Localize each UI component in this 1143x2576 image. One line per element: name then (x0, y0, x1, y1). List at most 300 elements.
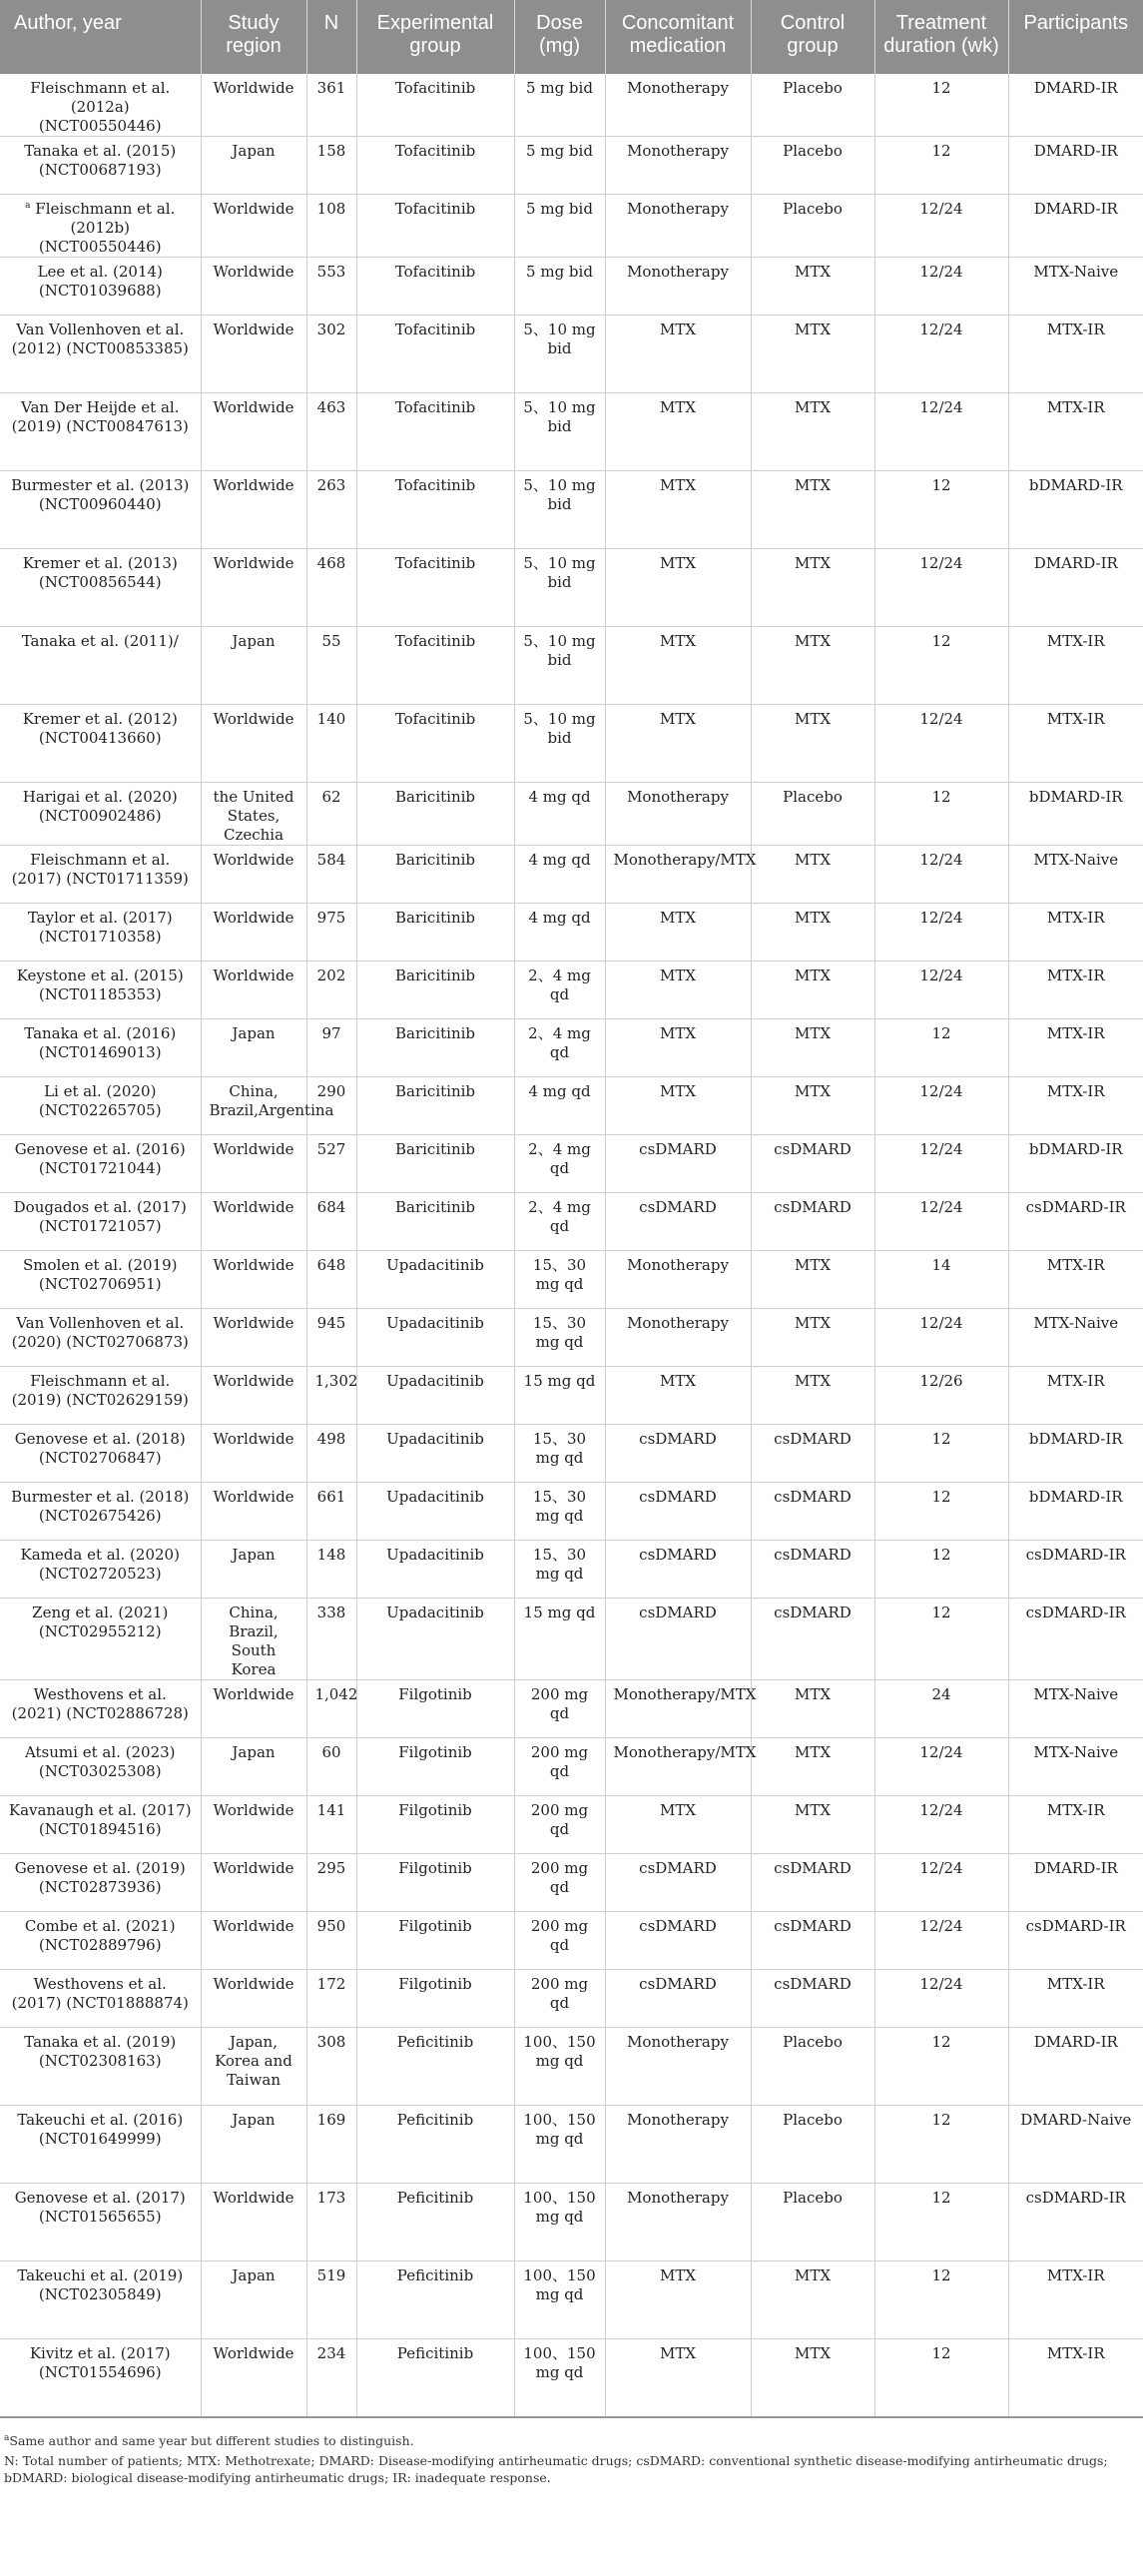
cell-control-group: MTX (751, 2261, 874, 2339)
cell-control-group: MTX (751, 962, 874, 1019)
cell-author-year: Smolen et al. (2019) (NCT02706951) (0, 1251, 201, 1309)
cell-n: 468 (306, 549, 356, 627)
table-row (0, 1796, 1143, 1854)
table-row (0, 74, 1143, 137)
cell-treatment-duration: 12 (874, 1019, 1008, 1077)
cell-experimental-group: Upadacitinib (356, 1599, 514, 1680)
cell-concomitant-medication: csDMARD (605, 1483, 751, 1541)
cell-author-year: Takeuchi et al. (2019) (NCT02305849) (0, 2261, 201, 2339)
cell-experimental-group: Tofacitinib (356, 74, 514, 137)
cell-treatment-duration: 12/24 (874, 1077, 1008, 1135)
cell-participants: DMARD-IR (1008, 2028, 1143, 2106)
cell-author-year: Fleischmann et al. (2012a) (NCT00550446) (0, 74, 201, 137)
cell-treatment-duration: 12 (874, 2028, 1008, 2106)
footnote-a-text: Same author and same year but different studies to distinguish. (9, 2432, 414, 2448)
cell-author-year: Van Vollenhoven et al. (2020) (NCT02706873) (0, 1309, 201, 1367)
footnote-a (4, 2432, 1139, 2449)
cell-control-group: MTX (751, 1367, 874, 1425)
cell-dose: 2、4 mg qd (514, 1193, 605, 1251)
cell-n: 498 (306, 1425, 356, 1483)
cell-experimental-group: Tofacitinib (356, 471, 514, 549)
cell-n: 1,302 (306, 1367, 356, 1425)
cell-dose: 200 mg qd (514, 1970, 605, 2028)
header-treatment-duration: Treatment duration (wk) (874, 0, 1008, 74)
cell-study-region: Worldwide (201, 1854, 306, 1912)
cell-concomitant-medication: Monotherapy (605, 1309, 751, 1367)
header-concomitant-medication: Concomitant medication (605, 0, 751, 74)
footnote-marker: a (25, 201, 31, 211)
table-row (0, 1193, 1143, 1251)
cell-dose: 15、30 mg qd (514, 1309, 605, 1367)
cell-control-group: MTX (751, 846, 874, 904)
cell-treatment-duration: 12/24 (874, 1309, 1008, 1367)
cell-treatment-duration: 12/24 (874, 393, 1008, 471)
header-dose: Dose (mg) (514, 0, 605, 74)
cell-experimental-group: Upadacitinib (356, 1425, 514, 1483)
cell-study-region: China, Brazil, South Korea (201, 1599, 306, 1680)
table-row (0, 1077, 1143, 1135)
cell-participants: MTX-Naive (1008, 846, 1143, 904)
cell-author-year: Tanaka et al. (2011)/ (0, 627, 201, 705)
cell-participants: DMARD-IR (1008, 195, 1143, 258)
cell-treatment-duration: 12 (874, 74, 1008, 137)
cell-study-region: Worldwide (201, 549, 306, 627)
cell-n: 202 (306, 962, 356, 1019)
table-row (0, 783, 1143, 846)
cell-author-year: Kremer et al. (2012) (NCT00413660) (0, 705, 201, 783)
cell-participants: MTX-IR (1008, 1367, 1143, 1425)
cell-participants: DMARD-Naive (1008, 2106, 1143, 2184)
cell-experimental-group: Baricitinib (356, 1077, 514, 1135)
cell-participants: MTX-IR (1008, 1251, 1143, 1309)
header-experimental-group: Experimental group (356, 0, 514, 74)
cell-experimental-group: Baricitinib (356, 1019, 514, 1077)
cell-study-region: Worldwide (201, 1251, 306, 1309)
cell-experimental-group: Baricitinib (356, 1135, 514, 1193)
cell-n: 148 (306, 1541, 356, 1599)
cell-treatment-duration: 12/24 (874, 316, 1008, 393)
cell-experimental-group: Tofacitinib (356, 549, 514, 627)
cell-concomitant-medication: Monotherapy (605, 2028, 751, 2106)
cell-n: 308 (306, 2028, 356, 2106)
cell-experimental-group: Upadacitinib (356, 1251, 514, 1309)
cell-dose: 200 mg qd (514, 1854, 605, 1912)
cell-control-group: Placebo (751, 74, 874, 137)
cell-n: 97 (306, 1019, 356, 1077)
cell-experimental-group: Tofacitinib (356, 137, 514, 195)
cell-participants: MTX-IR (1008, 1077, 1143, 1135)
table-row (0, 962, 1143, 1019)
cell-concomitant-medication: MTX (605, 316, 751, 393)
cell-experimental-group: Baricitinib (356, 846, 514, 904)
cell-treatment-duration: 12/24 (874, 549, 1008, 627)
cell-dose: 5、10 mg bid (514, 471, 605, 549)
table-row (0, 258, 1143, 316)
cell-participants: bDMARD-IR (1008, 1425, 1143, 1483)
cell-experimental-group: Peficitinib (356, 2106, 514, 2184)
cell-experimental-group: Upadacitinib (356, 1483, 514, 1541)
cell-study-region: Japan (201, 137, 306, 195)
cell-participants: csDMARD-IR (1008, 1599, 1143, 1680)
cell-experimental-group: Baricitinib (356, 904, 514, 962)
cell-concomitant-medication: MTX (605, 1077, 751, 1135)
cell-concomitant-medication: MTX (605, 393, 751, 471)
cell-study-region: Worldwide (201, 74, 306, 137)
cell-author-year: Combe et al. (2021) (NCT02889796) (0, 1912, 201, 1970)
cell-treatment-duration: 12/24 (874, 904, 1008, 962)
cell-concomitant-medication: MTX (605, 627, 751, 705)
cell-treatment-duration: 12/24 (874, 1912, 1008, 1970)
header-author-year: Author, year (0, 0, 201, 74)
cell-control-group: MTX (751, 627, 874, 705)
cell-n: 263 (306, 471, 356, 549)
cell-dose: 5 mg bid (514, 137, 605, 195)
table-row (0, 1135, 1143, 1193)
cell-control-group: Placebo (751, 2184, 874, 2261)
cell-n: 108 (306, 195, 356, 258)
cell-study-region: Worldwide (201, 1425, 306, 1483)
cell-participants: MTX-Naive (1008, 258, 1143, 316)
cell-study-region: Japan (201, 627, 306, 705)
cell-study-region: Worldwide (201, 393, 306, 471)
cell-n: 1,042 (306, 1680, 356, 1738)
cell-treatment-duration: 24 (874, 1680, 1008, 1738)
table-row (0, 904, 1143, 962)
cell-author-year: Lee et al. (2014) (NCT01039688) (0, 258, 201, 316)
cell-treatment-duration: 12 (874, 1541, 1008, 1599)
cell-treatment-duration: 12 (874, 137, 1008, 195)
cell-treatment-duration: 12 (874, 627, 1008, 705)
cell-study-region: Worldwide (201, 1135, 306, 1193)
cell-author-year: Takeuchi et al. (2016) (NCT01649999) (0, 2106, 201, 2184)
cell-treatment-duration: 12/24 (874, 1854, 1008, 1912)
table-row (0, 2106, 1143, 2184)
cell-control-group: MTX (751, 1680, 874, 1738)
cell-experimental-group: Tofacitinib (356, 705, 514, 783)
cell-treatment-duration: 12 (874, 1425, 1008, 1483)
cell-control-group: csDMARD (751, 1854, 874, 1912)
cell-concomitant-medication: MTX (605, 705, 751, 783)
cell-concomitant-medication: MTX (605, 904, 751, 962)
cell-study-region: Worldwide (201, 1796, 306, 1854)
cell-concomitant-medication: csDMARD (605, 1599, 751, 1680)
cell-treatment-duration: 12/24 (874, 195, 1008, 258)
cell-control-group: MTX (751, 316, 874, 393)
cell-experimental-group: Filgotinib (356, 1970, 514, 2028)
cell-experimental-group: Tofacitinib (356, 195, 514, 258)
cell-author-year: Dougados et al. (2017) (NCT01721057) (0, 1193, 201, 1251)
cell-study-region: Japan (201, 2106, 306, 2184)
cell-treatment-duration: 12 (874, 1483, 1008, 1541)
cell-treatment-duration: 12/24 (874, 846, 1008, 904)
cell-n: 648 (306, 1251, 356, 1309)
cell-dose: 15、30 mg qd (514, 1541, 605, 1599)
cell-dose: 15、30 mg qd (514, 1251, 605, 1309)
cell-control-group: csDMARD (751, 1912, 874, 1970)
cell-control-group: MTX (751, 1251, 874, 1309)
cell-author-year: Tanaka et al. (2016) (NCT01469013) (0, 1019, 201, 1077)
cell-dose: 5 mg bid (514, 258, 605, 316)
table-row (0, 1425, 1143, 1483)
cell-study-region: Worldwide (201, 1970, 306, 2028)
cell-concomitant-medication: Monotherapy (605, 2184, 751, 2261)
cell-concomitant-medication: Monotherapy (605, 1251, 751, 1309)
table-row (0, 137, 1143, 195)
cell-study-region: Worldwide (201, 195, 306, 258)
cell-dose: 5、10 mg bid (514, 627, 605, 705)
table-row (0, 2184, 1143, 2261)
cell-author-year: Kameda et al. (2020) (NCT02720523) (0, 1541, 201, 1599)
table-row (0, 549, 1143, 627)
cell-concomitant-medication: csDMARD (605, 1970, 751, 2028)
cell-treatment-duration: 12 (874, 783, 1008, 846)
cell-dose: 15、30 mg qd (514, 1425, 605, 1483)
cell-n: 290 (306, 1077, 356, 1135)
cell-dose: 4 mg qd (514, 1077, 605, 1135)
footnote-abbreviations: N: Total number of patients; MTX: Methotrexate; DMARD: Disease-modifying antirheumatic drugs; csDMARD: conventional synthetic disease-modifying antirheumatic drugs; bDMARD: biological disease-modifying antirheumatic drugs; IR: inadequate response. (4, 2452, 1108, 2485)
cell-author-year: Li et al. (2020) (NCT02265705) (0, 1077, 201, 1135)
cell-participants: csDMARD-IR (1008, 1912, 1143, 1970)
table-header-row (0, 0, 1143, 74)
cell-study-region: Worldwide (201, 258, 306, 316)
cell-control-group: MTX (751, 1019, 874, 1077)
cell-concomitant-medication: MTX (605, 1796, 751, 1854)
cell-experimental-group: Peficitinib (356, 2028, 514, 2106)
cell-control-group: MTX (751, 549, 874, 627)
header-control-group: Control group (751, 0, 874, 74)
cell-n: 55 (306, 627, 356, 705)
cell-experimental-group: Filgotinib (356, 1854, 514, 1912)
cell-participants: MTX-IR (1008, 1796, 1143, 1854)
cell-author-year: Tanaka et al. (2015) (NCT00687193) (0, 137, 201, 195)
cell-dose: 4 mg qd (514, 783, 605, 846)
cell-dose: 5 mg bid (514, 74, 605, 137)
header-study-region: Study region (201, 0, 306, 74)
cell-experimental-group: Peficitinib (356, 2339, 514, 2417)
cell-concomitant-medication: Monotherapy (605, 2106, 751, 2184)
cell-participants: MTX-IR (1008, 904, 1143, 962)
cell-study-region: Worldwide (201, 1483, 306, 1541)
cell-author-year: Genovese et al. (2019) (NCT02873936) (0, 1854, 201, 1912)
cell-study-region: Worldwide (201, 1680, 306, 1738)
cell-concomitant-medication: csDMARD (605, 1854, 751, 1912)
cell-n: 975 (306, 904, 356, 962)
cell-participants: MTX-IR (1008, 705, 1143, 783)
cell-dose: 15、30 mg qd (514, 1483, 605, 1541)
cell-treatment-duration: 12/24 (874, 1796, 1008, 1854)
table-row (0, 1680, 1143, 1738)
cell-control-group: Placebo (751, 195, 874, 258)
cell-participants: bDMARD-IR (1008, 1483, 1143, 1541)
cell-control-group: csDMARD (751, 1970, 874, 2028)
cell-experimental-group: Filgotinib (356, 1738, 514, 1796)
cell-treatment-duration: 12/24 (874, 962, 1008, 1019)
cell-treatment-duration: 12/24 (874, 1135, 1008, 1193)
cell-control-group: csDMARD (751, 1483, 874, 1541)
cell-n: 173 (306, 2184, 356, 2261)
cell-treatment-duration: 12 (874, 1599, 1008, 1680)
cell-participants: DMARD-IR (1008, 137, 1143, 195)
cell-study-region: Worldwide (201, 1912, 306, 1970)
cell-study-region: Worldwide (201, 705, 306, 783)
cell-experimental-group: Baricitinib (356, 1193, 514, 1251)
cell-n: 945 (306, 1309, 356, 1367)
cell-treatment-duration: 12 (874, 2261, 1008, 2339)
cell-study-region: Worldwide (201, 1367, 306, 1425)
table-row (0, 1367, 1143, 1425)
cell-treatment-duration: 12 (874, 2106, 1008, 2184)
cell-control-group: csDMARD (751, 1425, 874, 1483)
cell-n: 661 (306, 1483, 356, 1541)
table-row (0, 1251, 1143, 1309)
cell-study-region: China, Brazil,Argentina (201, 1077, 306, 1135)
cell-n: 361 (306, 74, 356, 137)
cell-dose: 200 mg qd (514, 1738, 605, 1796)
cell-control-group: Placebo (751, 137, 874, 195)
cell-author-year: Westhovens et al. (2021) (NCT02886728) (0, 1680, 201, 1738)
cell-author-year: Van Der Heijde et al. (2019) (NCT00847613) (0, 393, 201, 471)
cell-concomitant-medication: MTX (605, 2339, 751, 2417)
table-row (0, 1912, 1143, 1970)
cell-experimental-group: Baricitinib (356, 783, 514, 846)
cell-control-group: Placebo (751, 783, 874, 846)
cell-experimental-group: Upadacitinib (356, 1367, 514, 1425)
table-row (0, 1854, 1143, 1912)
cell-n: 62 (306, 783, 356, 846)
cell-control-group: MTX (751, 471, 874, 549)
cell-concomitant-medication: Monotherapy/MTX (605, 846, 751, 904)
cell-concomitant-medication: Monotherapy (605, 74, 751, 137)
cell-author-year: Kavanaugh et al. (2017) (NCT01894516) (0, 1796, 201, 1854)
cell-participants: MTX-Naive (1008, 1309, 1143, 1367)
table-row (0, 2261, 1143, 2339)
cell-dose: 5、10 mg bid (514, 393, 605, 471)
cell-n: 295 (306, 1854, 356, 1912)
cell-concomitant-medication: csDMARD (605, 1425, 751, 1483)
cell-study-region: Worldwide (201, 471, 306, 549)
cell-control-group: Placebo (751, 2106, 874, 2184)
cell-control-group: MTX (751, 1738, 874, 1796)
cell-participants: csDMARD-IR (1008, 2184, 1143, 2261)
cell-treatment-duration: 12/24 (874, 705, 1008, 783)
cell-n: 158 (306, 137, 356, 195)
cell-participants: MTX-IR (1008, 962, 1143, 1019)
cell-n: 584 (306, 846, 356, 904)
cell-concomitant-medication: MTX (605, 962, 751, 1019)
cell-n: 169 (306, 2106, 356, 2184)
cell-experimental-group: Tofacitinib (356, 258, 514, 316)
cell-n: 140 (306, 705, 356, 783)
cell-dose: 200 mg qd (514, 1796, 605, 1854)
cell-study-region: Worldwide (201, 2339, 306, 2417)
table-row (0, 1019, 1143, 1077)
cell-concomitant-medication: csDMARD (605, 1912, 751, 1970)
cell-concomitant-medication: MTX (605, 1367, 751, 1425)
cell-study-region: Worldwide (201, 316, 306, 393)
cell-concomitant-medication: Monotherapy (605, 195, 751, 258)
cell-dose: 100、150 mg qd (514, 2339, 605, 2417)
cell-participants: DMARD-IR (1008, 549, 1143, 627)
cell-dose: 15 mg qd (514, 1599, 605, 1680)
cell-concomitant-medication: csDMARD (605, 1541, 751, 1599)
cell-control-group: MTX (751, 1796, 874, 1854)
cell-n: 60 (306, 1738, 356, 1796)
cell-n: 519 (306, 2261, 356, 2339)
cell-participants: MTX-IR (1008, 2339, 1143, 2417)
cell-participants: MTX-IR (1008, 393, 1143, 471)
cell-author-year: Burmester et al. (2013) (NCT00960440) (0, 471, 201, 549)
header-n: N (306, 0, 356, 74)
cell-participants: MTX-IR (1008, 1970, 1143, 2028)
cell-dose: 4 mg qd (514, 904, 605, 962)
cell-n: 950 (306, 1912, 356, 1970)
cell-author-year: Westhovens et al. (2017) (NCT01888874) (0, 1970, 201, 2028)
cell-author-year: Kremer et al. (2013) (NCT00856544) (0, 549, 201, 627)
cell-dose: 2、4 mg qd (514, 962, 605, 1019)
cell-study-region: Japan (201, 1541, 306, 1599)
cell-control-group: MTX (751, 2339, 874, 2417)
cell-participants: MTX-IR (1008, 1019, 1143, 1077)
cell-study-region: Japan (201, 1738, 306, 1796)
cell-control-group: MTX (751, 1077, 874, 1135)
table-body (0, 74, 1143, 2417)
table-row (0, 2339, 1143, 2417)
cell-experimental-group: Filgotinib (356, 1680, 514, 1738)
cell-experimental-group: Tofacitinib (356, 393, 514, 471)
cell-experimental-group: Filgotinib (356, 1912, 514, 1970)
cell-control-group: MTX (751, 904, 874, 962)
cell-participants: DMARD-IR (1008, 74, 1143, 137)
table-row (0, 1970, 1143, 2028)
cell-experimental-group: Baricitinib (356, 962, 514, 1019)
cell-concomitant-medication: csDMARD (605, 1135, 751, 1193)
cell-n: 172 (306, 1970, 356, 2028)
cell-n: 684 (306, 1193, 356, 1251)
cell-study-region: Worldwide (201, 962, 306, 1019)
cell-dose: 100、150 mg qd (514, 2028, 605, 2106)
cell-dose: 5、10 mg bid (514, 316, 605, 393)
header-participants: Participants (1008, 0, 1143, 74)
cell-experimental-group: Upadacitinib (356, 1309, 514, 1367)
cell-study-region: Worldwide (201, 846, 306, 904)
cell-dose: 100、150 mg qd (514, 2106, 605, 2184)
cell-experimental-group: Tofacitinib (356, 627, 514, 705)
cell-author-year: Burmester et al. (2018) (NCT02675426) (0, 1483, 201, 1541)
cell-author-year: Zeng et al. (2021)(NCT02955212) (0, 1599, 201, 1680)
cell-n: 302 (306, 316, 356, 393)
table-row (0, 1483, 1143, 1541)
cell-study-region: Japan, Korea and Taiwan (201, 2028, 306, 2106)
cell-study-region: Worldwide (201, 904, 306, 962)
cell-participants: csDMARD-IR (1008, 1193, 1143, 1251)
cell-n: 338 (306, 1599, 356, 1680)
cell-experimental-group: Tofacitinib (356, 316, 514, 393)
cell-author-year: Fleischmann et al. (2019) (NCT02629159) (0, 1367, 201, 1425)
table-row (0, 1541, 1143, 1599)
cell-treatment-duration: 12/24 (874, 1970, 1008, 2028)
cell-concomitant-medication: MTX (605, 549, 751, 627)
cell-study-region: Japan (201, 2261, 306, 2339)
cell-treatment-duration: 12/24 (874, 1738, 1008, 1796)
cell-concomitant-medication: Monotherapy (605, 137, 751, 195)
cell-participants: bDMARD-IR (1008, 471, 1143, 549)
cell-n: 141 (306, 1796, 356, 1854)
cell-treatment-duration: 12 (874, 2184, 1008, 2261)
cell-treatment-duration: 14 (874, 1251, 1008, 1309)
cell-treatment-duration: 12 (874, 471, 1008, 549)
cell-dose: 5、10 mg bid (514, 705, 605, 783)
cell-concomitant-medication: MTX (605, 1019, 751, 1077)
